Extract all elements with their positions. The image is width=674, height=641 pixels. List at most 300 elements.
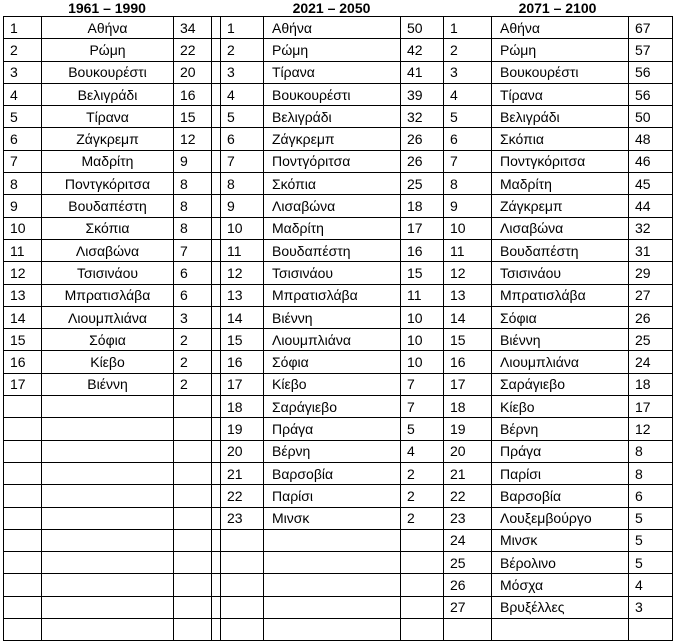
table-row	[4, 619, 673, 641]
table-row	[4, 306, 673, 328]
period-header-2071-2100: 2071 – 2100	[518, 0, 597, 16]
p2-rank-cell: 6	[221, 128, 264, 150]
p1-rank-cell	[4, 529, 42, 551]
table-row	[4, 485, 673, 507]
p2-city-cell	[264, 552, 401, 574]
p2-value-cell: 7	[401, 396, 444, 418]
p1-value-cell: 8	[174, 173, 212, 195]
p2-value-cell: 41	[401, 61, 444, 83]
p2-value-cell: 5	[401, 418, 444, 440]
p3-value-cell: 4	[629, 574, 673, 596]
table-row	[4, 596, 673, 618]
period-header-1961-1990: 1961 – 1990	[68, 0, 146, 16]
p2-city-cell	[264, 574, 401, 596]
p3-value-cell: 31	[629, 239, 673, 261]
p3-rank-cell: 27	[444, 596, 492, 618]
p3-city-cell: Τίρανα	[492, 83, 629, 105]
p2-city-cell: Ποντγόριτσα	[264, 150, 401, 172]
p1-city-cell: Κίεβο	[42, 351, 174, 373]
p3-city-cell: Βέρολινο	[492, 552, 629, 574]
p1-rank-cell: 4	[4, 83, 42, 105]
p1-value-cell: 15	[174, 106, 212, 128]
p2-city-cell: Σκόπια	[264, 173, 401, 195]
p3-city-cell: Μαδρίτη	[492, 173, 629, 195]
p2-city-cell: Μινσκ	[264, 507, 401, 529]
table-row	[4, 195, 673, 217]
spacer-cell	[212, 507, 221, 529]
p1-rank-cell: 3	[4, 61, 42, 83]
p1-city-cell: Αθήνα	[42, 17, 174, 39]
p2-rank-cell: 1	[221, 17, 264, 39]
p2-city-cell: Βαρσοβία	[264, 462, 401, 484]
p3-rank-cell: 12	[444, 262, 492, 284]
p3-city-cell: Βουδαπέστη	[492, 239, 629, 261]
p3-value-cell: 3	[629, 596, 673, 618]
p3-value-cell: 46	[629, 150, 673, 172]
p1-city-cell	[42, 462, 174, 484]
p2-rank-cell: 10	[221, 217, 264, 239]
spacer-cell	[212, 574, 221, 596]
p1-value-cell	[174, 507, 212, 529]
p3-value-cell: 56	[629, 83, 673, 105]
p3-city-cell: Βρυξέλλες	[492, 596, 629, 618]
table-row	[4, 17, 673, 39]
p3-city-cell: Λισαβώνα	[492, 217, 629, 239]
p2-rank-cell	[221, 596, 264, 618]
p3-city-cell: Βουκουρέστι	[492, 61, 629, 83]
p2-city-cell: Βουκουρέστι	[264, 83, 401, 105]
p1-value-cell: 16	[174, 83, 212, 105]
p3-rank-cell: 24	[444, 529, 492, 551]
p3-city-cell: Βελιγράδι	[492, 106, 629, 128]
p2-rank-cell: 4	[221, 83, 264, 105]
p2-value-cell: 10	[401, 306, 444, 328]
p2-value-cell: 10	[401, 329, 444, 351]
p1-city-cell: Μαδρίτη	[42, 150, 174, 172]
p3-rank-cell: 13	[444, 284, 492, 306]
p2-value-cell: 4	[401, 440, 444, 462]
p3-value-cell: 6	[629, 485, 673, 507]
p3-city-cell: Μόσχα	[492, 574, 629, 596]
p2-rank-cell: 22	[221, 485, 264, 507]
p1-city-cell: Λιουμπλιάνα	[42, 306, 174, 328]
p2-rank-cell: 17	[221, 373, 264, 395]
p1-city-cell	[42, 552, 174, 574]
p1-city-cell: Μπρατισλάβα	[42, 284, 174, 306]
p2-rank-cell	[221, 574, 264, 596]
table-row	[4, 217, 673, 239]
table-row	[4, 574, 673, 596]
p3-value-cell: 25	[629, 329, 673, 351]
p2-city-cell: Κίεβο	[264, 373, 401, 395]
p1-city-cell: Βουδαπέστη	[42, 195, 174, 217]
p2-rank-cell: 13	[221, 284, 264, 306]
spacer-cell	[212, 373, 221, 395]
ranking-table	[3, 16, 673, 641]
p1-rank-cell: 1	[4, 17, 42, 39]
p3-value-cell: 50	[629, 106, 673, 128]
spacer-cell	[212, 596, 221, 618]
p2-value-cell: 42	[401, 39, 444, 61]
p1-rank-cell: 6	[4, 128, 42, 150]
p1-value-cell	[174, 529, 212, 551]
p1-value-cell	[174, 418, 212, 440]
p2-city-cell: Παρίσι	[264, 485, 401, 507]
table-row	[4, 128, 673, 150]
p3-rank-cell: 5	[444, 106, 492, 128]
p2-rank-cell: 23	[221, 507, 264, 529]
p3-value-cell: 5	[629, 552, 673, 574]
p1-value-cell: 8	[174, 195, 212, 217]
table-row	[4, 39, 673, 61]
p2-city-cell	[264, 596, 401, 618]
spacer-cell	[212, 440, 221, 462]
p3-rank-cell: 25	[444, 552, 492, 574]
spacer-cell	[212, 83, 221, 105]
p2-city-cell: Μπρατισλάβα	[264, 284, 401, 306]
p3-value-cell	[629, 619, 673, 641]
p1-rank-cell: 16	[4, 351, 42, 373]
p3-value-cell: 56	[629, 61, 673, 83]
p1-rank-cell	[4, 440, 42, 462]
p2-rank-cell: 16	[221, 351, 264, 373]
p2-rank-cell	[221, 619, 264, 641]
p2-value-cell: 2	[401, 462, 444, 484]
p3-rank-cell: 23	[444, 507, 492, 529]
spacer-cell	[212, 239, 221, 261]
p1-city-cell	[42, 396, 174, 418]
p2-city-cell: Βιέννη	[264, 306, 401, 328]
p2-city-cell: Τσισινάου	[264, 262, 401, 284]
p3-city-cell: Παρίσι	[492, 462, 629, 484]
p1-rank-cell: 13	[4, 284, 42, 306]
p3-city-cell: Ποντγκόριτσα	[492, 150, 629, 172]
p2-city-cell: Πράγα	[264, 418, 401, 440]
p2-value-cell	[401, 552, 444, 574]
p1-value-cell: 2	[174, 351, 212, 373]
p1-rank-cell: 10	[4, 217, 42, 239]
p1-city-cell: Βουκουρέστι	[42, 61, 174, 83]
p2-rank-cell: 14	[221, 306, 264, 328]
p1-city-cell	[42, 507, 174, 529]
p2-value-cell: 2	[401, 507, 444, 529]
p3-value-cell: 5	[629, 529, 673, 551]
p2-city-cell: Σαράγιεβο	[264, 396, 401, 418]
p1-rank-cell	[4, 485, 42, 507]
p2-value-cell: 10	[401, 351, 444, 373]
p1-value-cell: 6	[174, 284, 212, 306]
p2-value-cell	[401, 574, 444, 596]
p1-rank-cell: 12	[4, 262, 42, 284]
p2-rank-cell: 5	[221, 106, 264, 128]
p3-rank-cell: 15	[444, 329, 492, 351]
p3-rank-cell: 9	[444, 195, 492, 217]
p2-city-cell	[264, 529, 401, 551]
p3-city-cell: Αθήνα	[492, 17, 629, 39]
p1-rank-cell: 7	[4, 150, 42, 172]
p3-rank-cell: 1	[444, 17, 492, 39]
p1-value-cell: 9	[174, 150, 212, 172]
p1-rank-cell	[4, 507, 42, 529]
p1-city-cell: Τσισινάου	[42, 262, 174, 284]
spacer-cell	[212, 284, 221, 306]
p3-rank-cell: 17	[444, 373, 492, 395]
p3-city-cell: Βιέννη	[492, 329, 629, 351]
p3-rank-cell: 22	[444, 485, 492, 507]
p3-rank-cell: 2	[444, 39, 492, 61]
p2-value-cell: 17	[401, 217, 444, 239]
p3-value-cell: 67	[629, 17, 673, 39]
spacer-cell	[212, 128, 221, 150]
p3-rank-cell: 18	[444, 396, 492, 418]
p3-value-cell: 27	[629, 284, 673, 306]
p1-rank-cell	[4, 418, 42, 440]
p3-rank-cell: 7	[444, 150, 492, 172]
p2-city-cell: Ρώμη	[264, 39, 401, 61]
p2-rank-cell: 12	[221, 262, 264, 284]
p1-city-cell: Λισαβώνα	[42, 239, 174, 261]
p3-rank-cell: 21	[444, 462, 492, 484]
p1-value-cell	[174, 396, 212, 418]
period-header-2021-2050: 2021 – 2050	[292, 0, 371, 16]
table-row	[4, 552, 673, 574]
p3-value-cell: 45	[629, 173, 673, 195]
p1-value-cell	[174, 574, 212, 596]
p2-rank-cell: 15	[221, 329, 264, 351]
p1-rank-cell: 5	[4, 106, 42, 128]
p3-city-cell: Ρώμη	[492, 39, 629, 61]
table-row	[4, 396, 673, 418]
p3-value-cell: 24	[629, 351, 673, 373]
p1-rank-cell	[4, 596, 42, 618]
p3-value-cell: 57	[629, 39, 673, 61]
p3-rank-cell: 3	[444, 61, 492, 83]
p2-rank-cell: 3	[221, 61, 264, 83]
p1-rank-cell: 2	[4, 39, 42, 61]
p3-value-cell: 26	[629, 306, 673, 328]
p2-value-cell: 7	[401, 373, 444, 395]
p1-value-cell: 2	[174, 373, 212, 395]
p1-rank-cell: 17	[4, 373, 42, 395]
p1-rank-cell	[4, 396, 42, 418]
p2-city-cell: Λισαβώνα	[264, 195, 401, 217]
p3-rank-cell: 19	[444, 418, 492, 440]
p3-rank-cell: 16	[444, 351, 492, 373]
p3-city-cell: Πράγα	[492, 440, 629, 462]
p3-city-cell: Μινσκ	[492, 529, 629, 551]
p2-value-cell: 16	[401, 239, 444, 261]
p2-city-cell: Μαδρίτη	[264, 217, 401, 239]
p2-rank-cell: 2	[221, 39, 264, 61]
p2-rank-cell: 8	[221, 173, 264, 195]
p3-rank-cell: 14	[444, 306, 492, 328]
p3-rank-cell	[444, 619, 492, 641]
p2-value-cell	[401, 529, 444, 551]
p2-city-cell: Βέρνη	[264, 440, 401, 462]
spacer-cell	[212, 262, 221, 284]
spacer-cell	[212, 61, 221, 83]
p1-city-cell: Τίρανα	[42, 106, 174, 128]
p2-value-cell: 2	[401, 485, 444, 507]
p3-value-cell: 29	[629, 262, 673, 284]
p1-city-cell	[42, 440, 174, 462]
p2-rank-cell	[221, 552, 264, 574]
p2-rank-cell: 20	[221, 440, 264, 462]
table-row	[4, 462, 673, 484]
table-row	[4, 373, 673, 395]
spacer-cell	[212, 17, 221, 39]
p1-rank-cell	[4, 619, 42, 641]
p3-value-cell: 44	[629, 195, 673, 217]
p1-value-cell: 20	[174, 61, 212, 83]
period-headers	[0, 0, 674, 16]
p1-rank-cell: 14	[4, 306, 42, 328]
p1-value-cell	[174, 619, 212, 641]
p1-rank-cell: 15	[4, 329, 42, 351]
p1-value-cell	[174, 462, 212, 484]
p3-city-cell: Σαράγιεβο	[492, 373, 629, 395]
p1-value-cell	[174, 440, 212, 462]
p1-rank-cell	[4, 462, 42, 484]
p3-value-cell: 8	[629, 440, 673, 462]
p1-city-cell: Ρώμη	[42, 39, 174, 61]
table-row	[4, 61, 673, 83]
spacer-cell	[212, 173, 221, 195]
p1-city-cell	[42, 619, 174, 641]
p3-rank-cell: 6	[444, 128, 492, 150]
p2-rank-cell: 7	[221, 150, 264, 172]
spacer-cell	[212, 552, 221, 574]
spacer-cell	[212, 106, 221, 128]
p2-value-cell: 50	[401, 17, 444, 39]
table-row	[4, 418, 673, 440]
spacer-cell	[212, 462, 221, 484]
p2-value-cell: 25	[401, 173, 444, 195]
p1-city-cell	[42, 418, 174, 440]
spacer-cell	[212, 619, 221, 641]
p2-value-cell: 32	[401, 106, 444, 128]
p1-city-cell: Ποντγκόριτσα	[42, 173, 174, 195]
p1-rank-cell: 11	[4, 239, 42, 261]
spacer-cell	[212, 329, 221, 351]
p2-value-cell	[401, 619, 444, 641]
table-row	[4, 529, 673, 551]
table-row	[4, 351, 673, 373]
p3-rank-cell: 26	[444, 574, 492, 596]
p3-rank-cell: 8	[444, 173, 492, 195]
p3-city-cell: Ζάγκρεμπ	[492, 195, 629, 217]
table-row	[4, 83, 673, 105]
spacer-cell	[212, 529, 221, 551]
table-row	[4, 239, 673, 261]
p1-rank-cell: 9	[4, 195, 42, 217]
p3-city-cell: Σκόπια	[492, 128, 629, 150]
p1-rank-cell	[4, 574, 42, 596]
p2-value-cell: 15	[401, 262, 444, 284]
spacer-cell	[212, 217, 221, 239]
p2-city-cell: Λιουμπλιάνα	[264, 329, 401, 351]
p2-city-cell	[264, 619, 401, 641]
p3-value-cell: 8	[629, 462, 673, 484]
p1-city-cell	[42, 485, 174, 507]
p3-city-cell: Μπρατισλάβα	[492, 284, 629, 306]
p3-city-cell: Σόφια	[492, 306, 629, 328]
spacer-cell	[212, 306, 221, 328]
table-row	[4, 150, 673, 172]
p2-rank-cell: 19	[221, 418, 264, 440]
p3-value-cell: 17	[629, 396, 673, 418]
spacer-cell	[212, 195, 221, 217]
p2-rank-cell: 21	[221, 462, 264, 484]
p3-city-cell	[492, 619, 629, 641]
p2-city-cell: Βουδαπέστη	[264, 239, 401, 261]
spacer-cell	[212, 485, 221, 507]
p1-city-cell	[42, 574, 174, 596]
p1-rank-cell: 8	[4, 173, 42, 195]
table-row	[4, 106, 673, 128]
p2-rank-cell: 11	[221, 239, 264, 261]
p2-city-cell: Ζάγκρεμπ	[264, 128, 401, 150]
p1-value-cell: 6	[174, 262, 212, 284]
spacer-cell	[212, 396, 221, 418]
p3-city-cell: Τσισινάου	[492, 262, 629, 284]
p1-value-cell: 7	[174, 239, 212, 261]
p1-city-cell	[42, 529, 174, 551]
p2-rank-cell	[221, 529, 264, 551]
p1-value-cell: 12	[174, 128, 212, 150]
p3-value-cell: 12	[629, 418, 673, 440]
p2-city-cell: Τίρανα	[264, 61, 401, 83]
p1-value-cell	[174, 552, 212, 574]
p3-rank-cell: 11	[444, 239, 492, 261]
spacer-cell	[212, 150, 221, 172]
p3-value-cell: 48	[629, 128, 673, 150]
p1-city-cell: Ζάγκρεμπ	[42, 128, 174, 150]
p1-value-cell: 2	[174, 329, 212, 351]
p3-city-cell: Λουξεμβούργο	[492, 507, 629, 529]
p1-value-cell: 34	[174, 17, 212, 39]
p2-rank-cell: 18	[221, 396, 264, 418]
table-row	[4, 262, 673, 284]
p3-rank-cell: 10	[444, 217, 492, 239]
p2-rank-cell: 9	[221, 195, 264, 217]
p3-city-cell: Λιουμπλιάνα	[492, 351, 629, 373]
p1-city-cell: Σκόπια	[42, 217, 174, 239]
spacer-cell	[212, 418, 221, 440]
p1-value-cell	[174, 596, 212, 618]
p1-city-cell: Βιέννη	[42, 373, 174, 395]
p3-city-cell: Βέρνη	[492, 418, 629, 440]
table-row	[4, 173, 673, 195]
p1-city-cell	[42, 596, 174, 618]
p2-value-cell: 39	[401, 83, 444, 105]
p2-city-cell: Σόφια	[264, 351, 401, 373]
p3-value-cell: 32	[629, 217, 673, 239]
p2-value-cell	[401, 596, 444, 618]
p3-value-cell: 5	[629, 507, 673, 529]
ranking-table-body	[4, 17, 673, 641]
p1-value-cell	[174, 485, 212, 507]
p2-value-cell: 18	[401, 195, 444, 217]
p2-city-cell: Αθήνα	[264, 17, 401, 39]
p2-value-cell: 26	[401, 128, 444, 150]
p1-rank-cell	[4, 552, 42, 574]
table-row	[4, 329, 673, 351]
p2-value-cell: 26	[401, 150, 444, 172]
spacer-cell	[212, 351, 221, 373]
p1-value-cell: 8	[174, 217, 212, 239]
table-row	[4, 440, 673, 462]
